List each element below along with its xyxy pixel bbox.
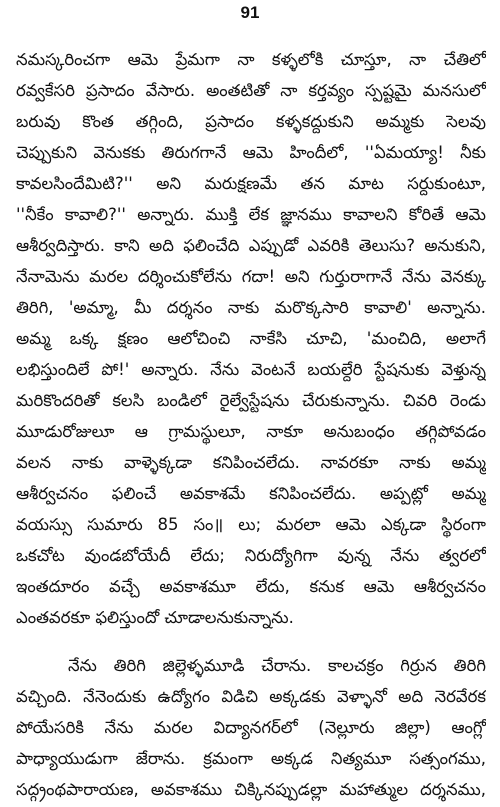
paragraph-2	[16, 650, 486, 805]
text-line: వయస్సు సుమారు 85 సం॥ లు; మరలా ఆమె ఎక్కడా స్థిరంగా	[16, 515, 486, 534]
text-line: బరువు కొంత తగ్గింది, ప్రసాదం కళ్ళకద్దుకుని అమ్మకు సెలవు	[16, 112, 486, 131]
text-line: లభిస్తుందిలే పో!' అన్నారు. నేను వెంటనే బయల్దేరి స్టేషనుకు వెళ్తున్న	[16, 360, 486, 379]
page-number: 91	[240, 3, 260, 22]
text-line: ఎంతవరకూ ఫలిస్తుందో చూడాలనుకున్నాను.	[16, 608, 294, 627]
text-line: వలన నాకు వాళ్ళెక్కడా కనిపించలేదు. నావరకూ నాకు అమ్మ	[16, 453, 486, 472]
text-line: చెప్పుకుని వెనుకకు తిరుగగానే ఆమె హిందీలో, ''ఏమయ్యా! నీకు	[16, 143, 486, 162]
body-text	[16, 44, 486, 805]
text-line: ఆశీర్వచనం ఫలించే అవకాశమే కనిపించలేదు. అప్పట్లో అమ్మ	[16, 484, 486, 503]
text-line: ''నీకేం కావాలి?'' అన్నారు. ముక్తి లేక జ్ఞానము కావాలని కోరితే ఆమె	[16, 205, 486, 224]
text-line: ఆశీర్వదిస్తారు. కాని అది ఫలించేది ఎప్పుడో ఎవరికి తెలుసు? అనుకుని,	[16, 236, 486, 255]
text-line: వచ్చింది. నేనెందుకు ఉద్యోగం విడిచి అక్కడకు వెళ్ళానో అది నెరవేరక	[16, 687, 486, 706]
paragraph-gap	[16, 633, 486, 650]
text-line: పాధ్యాయుడుగా జేరాను. క్రమంగా అక్కడ నిత్యమూ సత్సంగము,	[16, 749, 486, 768]
text-line: మూడురోజులూ ఆ గ్రామస్థులూ, నాకూ అనుబంధం తగ్గిపోవడం	[16, 422, 486, 441]
text-line: నమస్కరించగా ఆమె ప్రేమగా నా కళ్ళలోకి చూస్తూ, నా చేతిలో	[16, 50, 486, 69]
text-line: సద్గ్రంథపారాయణ, అవకాశము చిక్కినప్పుడల్లా మహాత్ముల దర్శనము,	[16, 780, 486, 799]
text-line: నేనామెను మరల దర్శించుకోలేను గదా! అని గుర్తురాగానే నేను వెనక్కు	[16, 267, 486, 286]
text-line: ఇంతదూరం వచ్చే అవకాశమూ లేదు, కనుక ఆమె ఆశీర్వచనం	[16, 577, 486, 596]
text-line: రవ్వకేసరి ప్రసాదం వేసారు. అంతటితో నా కర్తవ్యం స్పష్టమై మనసులో	[16, 81, 486, 100]
text-line: పోయేసరికి నేను మరల విద్యానగర్‌లో (నెల్లూరు జిల్లా) ఆంగ్లో	[16, 718, 486, 737]
text-line: నేను తిరిగి జిల్లెళ్ళమూడి చేరాను. కాలచక్రం గిర్రున తిరిగి	[68, 656, 486, 675]
paragraph-1	[16, 44, 486, 633]
text-line: అమ్మ ఒక్క క్షణం ఆలోచించి నాకేసి చూచి, 'మంచిది, అలాగే	[16, 329, 486, 348]
text-line: మరికొందరితో కలసి బండిలో రైల్వేస్టేషను చేరుకున్నాను. చివరి రెండు	[16, 391, 486, 410]
text-line: తిరిగి, 'అమ్మా, మీ దర్శనం నాకు మరొక్కసారి కావాలి' అన్నాను.	[16, 298, 486, 317]
text-line: ఒకచోట వుండబోయేదీ లేదు; నిరుద్యోగిగా వున్న నేను త్వరలో	[16, 546, 486, 565]
text-line: కావలసిందేమిటి?'' అని మరుక్షణమే తన మాట సర్దుకుంటూ,	[16, 174, 486, 193]
